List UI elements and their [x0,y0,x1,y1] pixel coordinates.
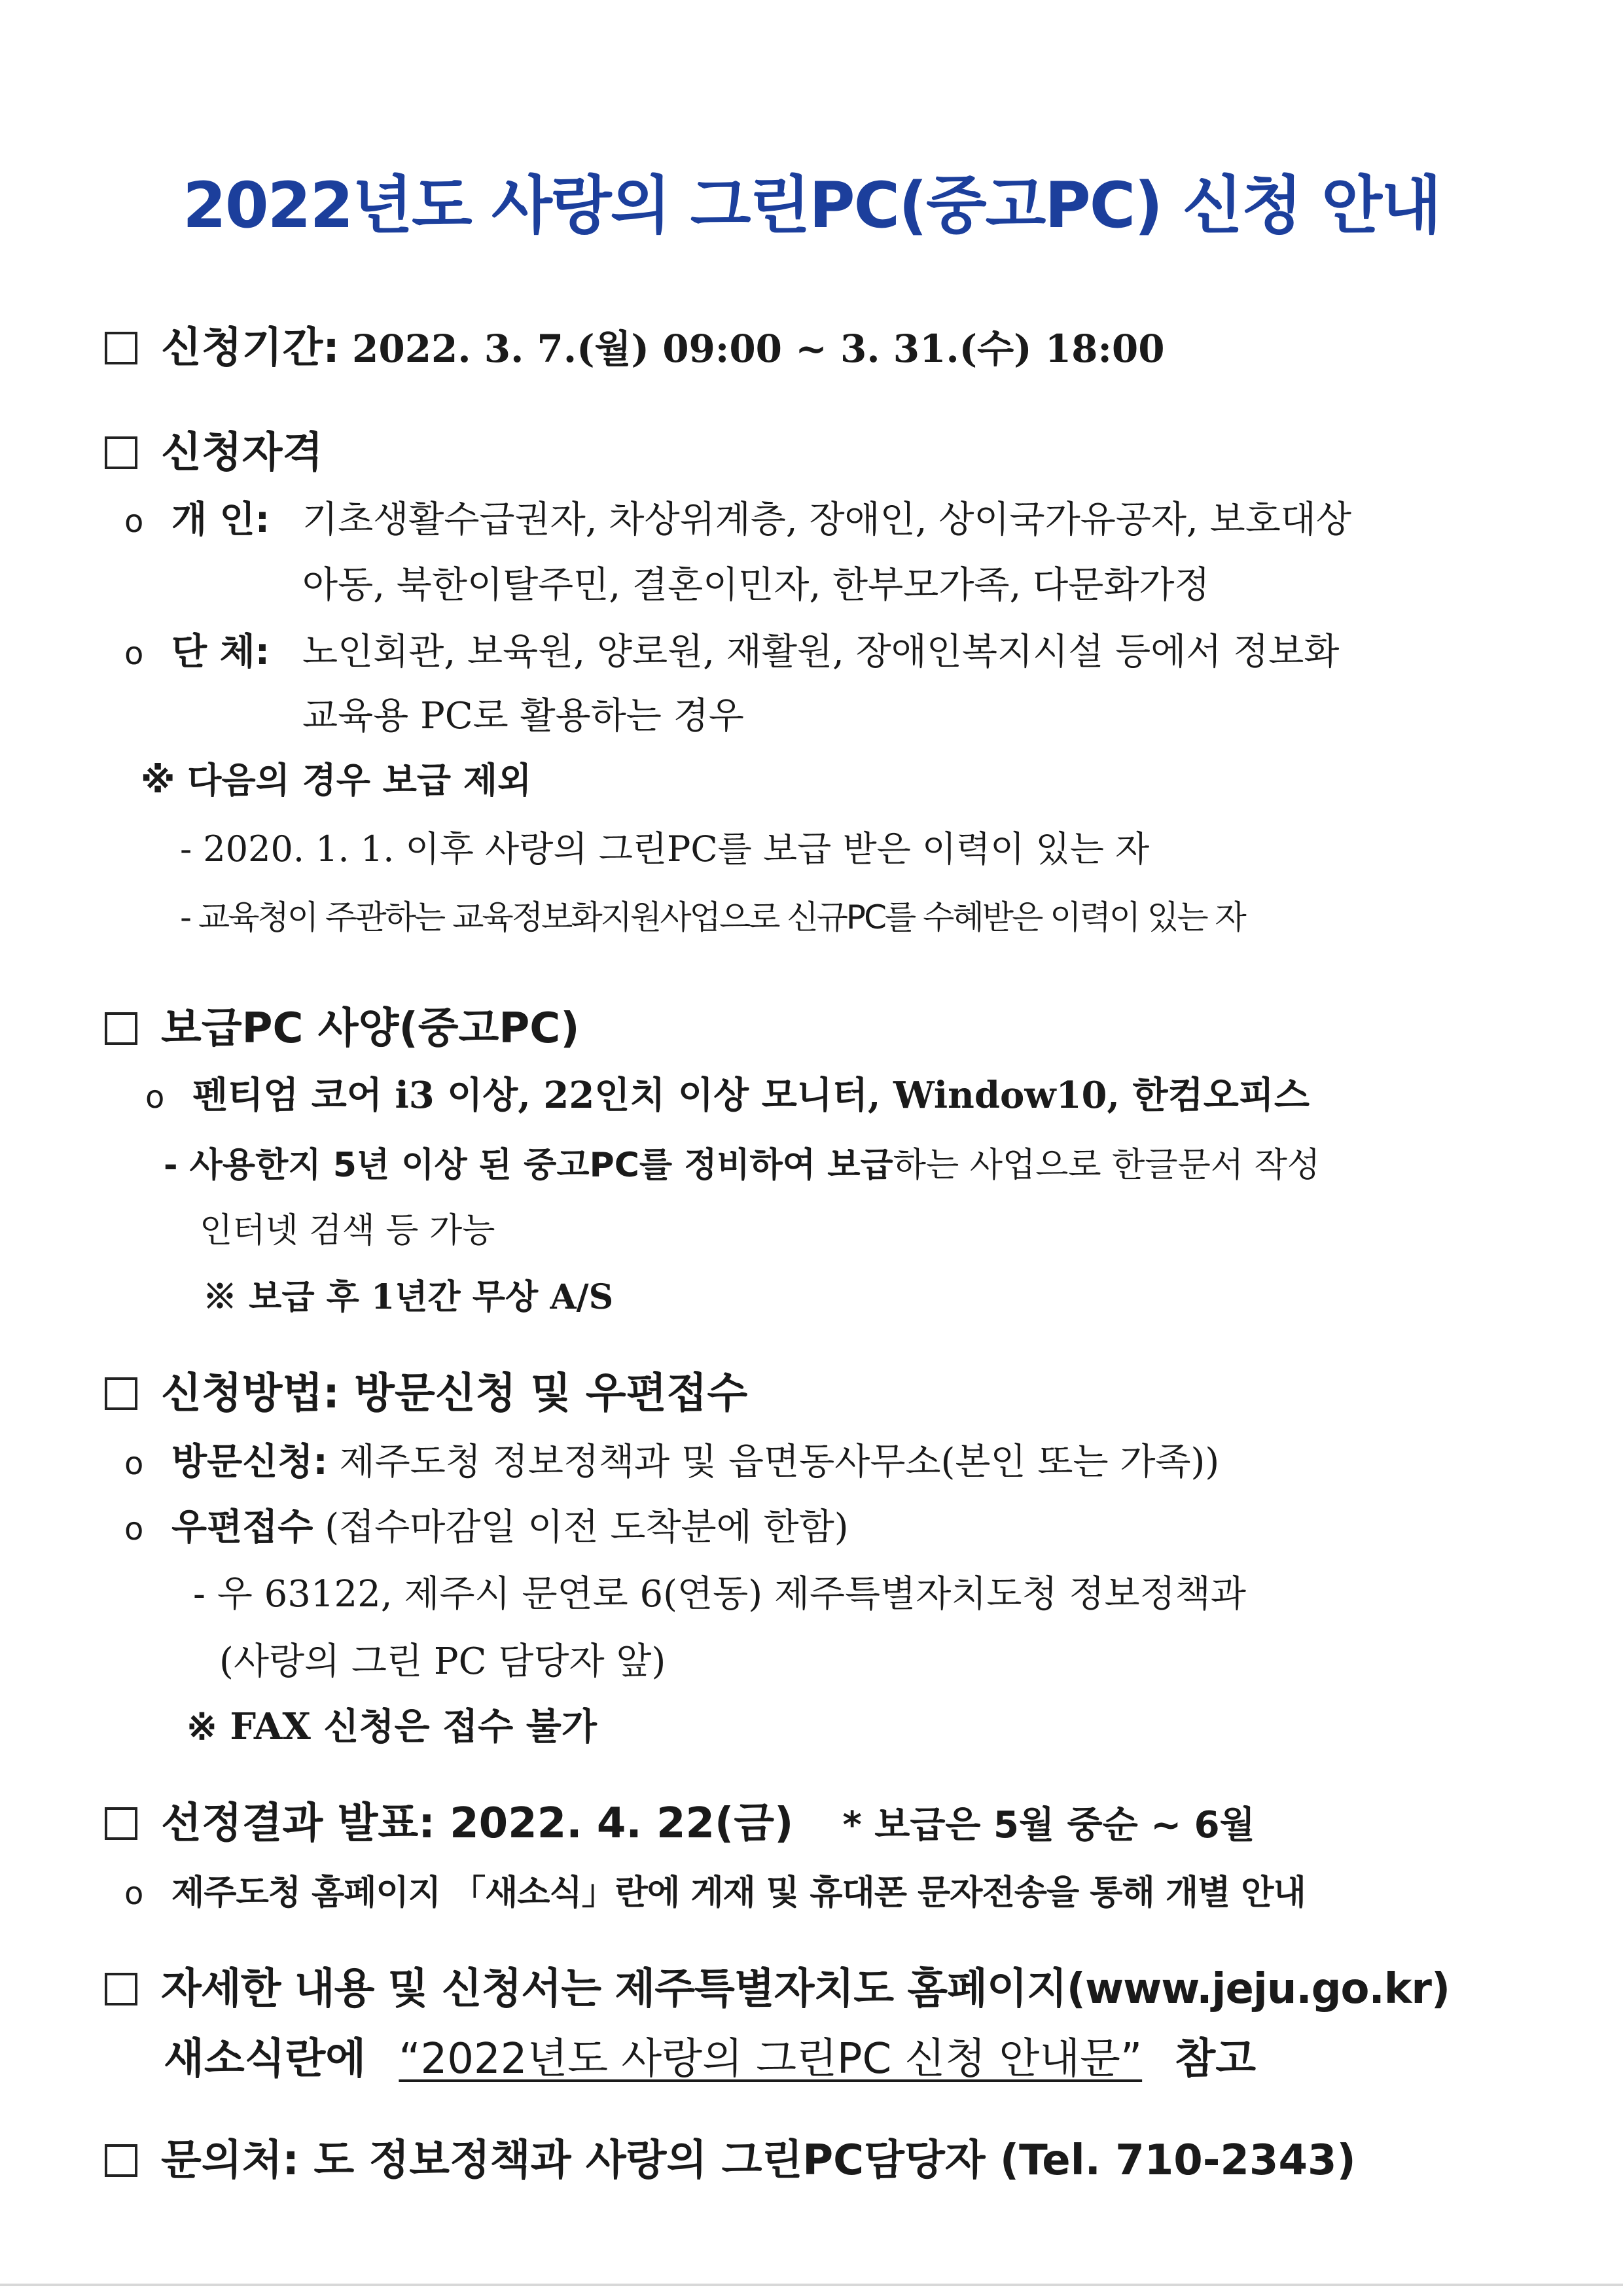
more-info-line-2 [164,2025,1256,2085]
checkbox-square-icon [105,1377,137,1410]
checkbox-square-icon [105,1807,137,1840]
page-bottom-edge [0,2284,1623,2286]
eligibility-group [124,623,1340,675]
method-visit [124,1433,1219,1485]
section-period [105,314,1165,374]
spec-line-1: 펜티엄 코어 i3 이상, 22인치 이상 모니터, Window10, 한컴오피스 [192,1074,1310,1117]
checkbox-square-icon [105,2144,137,2177]
spec-heading: 보급PC 사양(중고PC) [161,1004,580,1053]
method-mail [124,1498,849,1551]
address-line-2: (사랑의 그린 PC 담당자 앞) [219,1640,666,1683]
visit-text: 제주도청 정보정책과 및 읍면동사무소(본인 또는 가족)) [339,1441,1220,1483]
more-info-suffix: 참고 [1175,2035,1257,2083]
checkbox-square-icon [105,1012,137,1045]
checkbox-square-icon [105,436,137,469]
circle-bullet-icon: o [145,1079,165,1116]
result-detail: 제주도청 홈페이지 「새소식」란에 게재 및 휴대폰 문자전송을 통해 개별 안내 [171,1873,1306,1913]
circle-bullet-icon: o [124,503,144,540]
period-label: 신청기간: [161,324,340,372]
circle-bullet-icon: o [124,635,144,672]
individual-line2: 아동, 북한이탈주민, 결혼이민자, 한부모가족, 다문화가정 [302,564,1210,607]
section-result [105,1790,1255,1850]
notice-link[interactable]: “2022년도 사랑의 그린PC 신청 안내문” [399,2035,1143,2083]
section-contact [105,2127,1356,2187]
more-info-line-1: 자세한 내용 및 신청서는 제주특별자치도 홈페이지(www.jeju.go.kr) [161,1965,1450,2013]
exclusion-item-1: - 2020. 1. 1. 이후 사랑의 그린PC를 보급 받은 이력이 있는 자 [180,828,1150,870]
eligibility-heading: 신청자격 [161,429,323,477]
period-value: 2022. 3. 7.(월) 09:00 ~ 3. 31.(수) 18:00 [351,327,1165,371]
circle-bullet-icon: o [124,1511,144,1547]
exclusion-item-2: - 교육청이 주관하는 교육정보화지원사업으로 신규PC를 수혜받은 이력이 있는 자 [180,898,1245,936]
group-line2: 교육용 PC로 활용하는 경우 [302,695,744,737]
fax-note: ※ FAX 신청은 접수 불가 [187,1705,597,1748]
section-spec [105,995,579,1055]
checkbox-square-icon [105,332,137,364]
group-label: 단 체: [171,631,270,673]
spec-line-2 [164,1137,1320,1186]
circle-bullet-icon: o [124,1445,144,1482]
spec-line-1-row [145,1067,1310,1119]
result-detail-row [124,1865,1306,1914]
method-heading: 신청방법: 방문신청 및 우편접수 [161,1369,748,1418]
spec-line-2-rest: 하는 사업으로 한글문서 작성 [893,1146,1321,1185]
checkbox-square-icon [105,1973,137,2005]
result-heading: 선정결과 발표: 2022. 4. 22(금) [161,1799,794,1848]
eligibility-individual [124,491,1351,543]
spec-line-2-bold: - 사용한지 5년 이상 된 중고PC를 정비하여 보급 [164,1146,893,1185]
section-eligibility [105,419,323,479]
document-title: 2022년도 사랑의 그린PC(중고PC) 신청 안내 [183,169,1440,242]
contact-text: 문의처: 도 정보정책과 사랑의 그린PC담당자 (Tel. 710-2343) [161,2136,1356,2185]
visit-label: 방문신청: [171,1441,328,1483]
section-method [105,1360,747,1420]
spec-line-3: 인터넷 검색 등 가능 [200,1211,495,1250]
address-line-1: - 우 63122, 제주시 문연로 6(연동) 제주특별자치도청 정보정책과 [193,1573,1246,1616]
more-info-prefix: 새소식란에 [164,2035,366,2083]
circle-bullet-icon: o [124,1875,144,1912]
result-side-note: * 보급은 5월 중순 ~ 6월 [842,1804,1255,1846]
section-more-info [105,1955,1450,2015]
exclusion-title: ※ 다음의 경우 보급 제외 [141,760,532,801]
mail-text: (접수마감일 이전 도착분에 한함) [325,1506,849,1549]
individual-line1: 기초생활수급권자, 차상위계층, 장애인, 상이국가유공자, 보호대상 [302,499,1351,541]
spec-note: ※ 보급 후 1년간 무상 A/S [203,1277,614,1317]
mail-label: 우편접수 [171,1506,313,1549]
group-line1: 노인회관, 보육원, 양로원, 재활원, 장애인복지시설 등에서 정보화 [302,631,1340,673]
individual-label: 개 인: [171,499,270,541]
